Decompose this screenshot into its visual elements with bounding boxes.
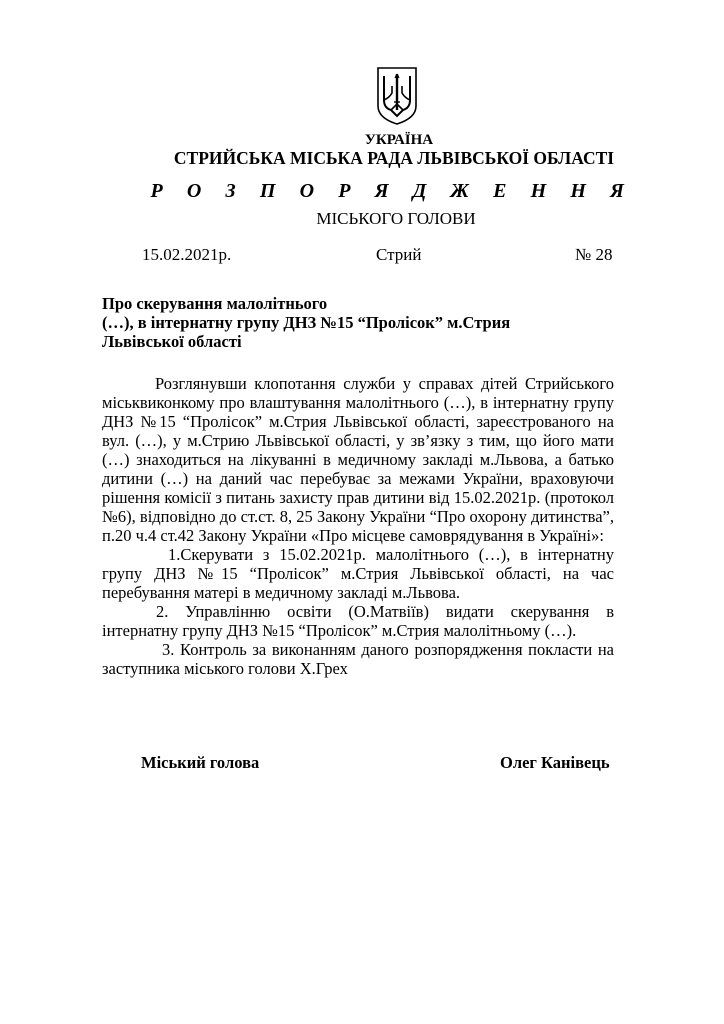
signatory-title: Міський голова [141,753,260,772]
country-name: УКРАЇНА [364,132,434,148]
preamble-paragraph: Розглянувши клопотання служби у справах дітей Стрийського міськвиконкому про влаштування малолітнього (…), в інтернатну групу ДНЗ №15 “Пролісок” м.Стрия Львівської області, зареєстрованого на вул. (…), у м.Стрию Львівської області, у зв’язку з тим, що його мати (…) знаходиться на лікуванні в медичному закладі м.Львова, а батько дитини (…) на даний час перебуває за межами України, враховуючи рішення комісії з питань захисту прав дитини від 15.02.2021р. (протокол №6), відповідно до ст.ст. 8, 25 Закону України “Про охорону дитинства”, п.20 ч.4 ст.42 Закону України «Про місцеве самоврядування в Україні»: [102,374,614,545]
subject-line: Про скерування малолітнього [102,294,328,313]
order-item-2: 2. Управлінню освіти (О.Матвіїв) видати скерування в інтернатну групу ДНЗ №15 “Пролісок” м.Стрия малолітньому (…). [102,602,614,640]
document-date: 15.02.2021р. [142,245,232,264]
document-type-title: Р О З П О Р Я Д Ж Е Н Н Я [150,180,634,202]
document-body [102,374,614,678]
subject-line: Львівської області [102,332,242,351]
document-city: Стрий [376,245,422,264]
document-number: № 28 [575,245,613,264]
subject-line: (…), в інтернатну групу ДНЗ №15 “Пролісок” м.Стрия [102,313,511,332]
document-subject [102,294,602,351]
tryzub-emblem-icon [375,66,419,126]
signatory-name: Олег Канівець [500,753,610,772]
council-name: СТРИЙСЬКА МІСЬКА РАДА ЛЬВІВСЬКОЇ ОБЛАСТІ [173,148,615,168]
document-subtitle: МІСЬКОГО ГОЛОВИ [316,209,476,228]
order-item-3: 3. Контроль за виконанням даного розпорядження покласти на заступника міського голови Х.Грех [102,640,614,678]
order-item-1: 1.Скерувати з 15.02.2021р. малолітнього (…), в інтернатну групу ДНЗ №15 “Пролісок” м.Стрия Львівської області, на час перебування матері в медичному закладі м.Львова. [102,545,614,602]
